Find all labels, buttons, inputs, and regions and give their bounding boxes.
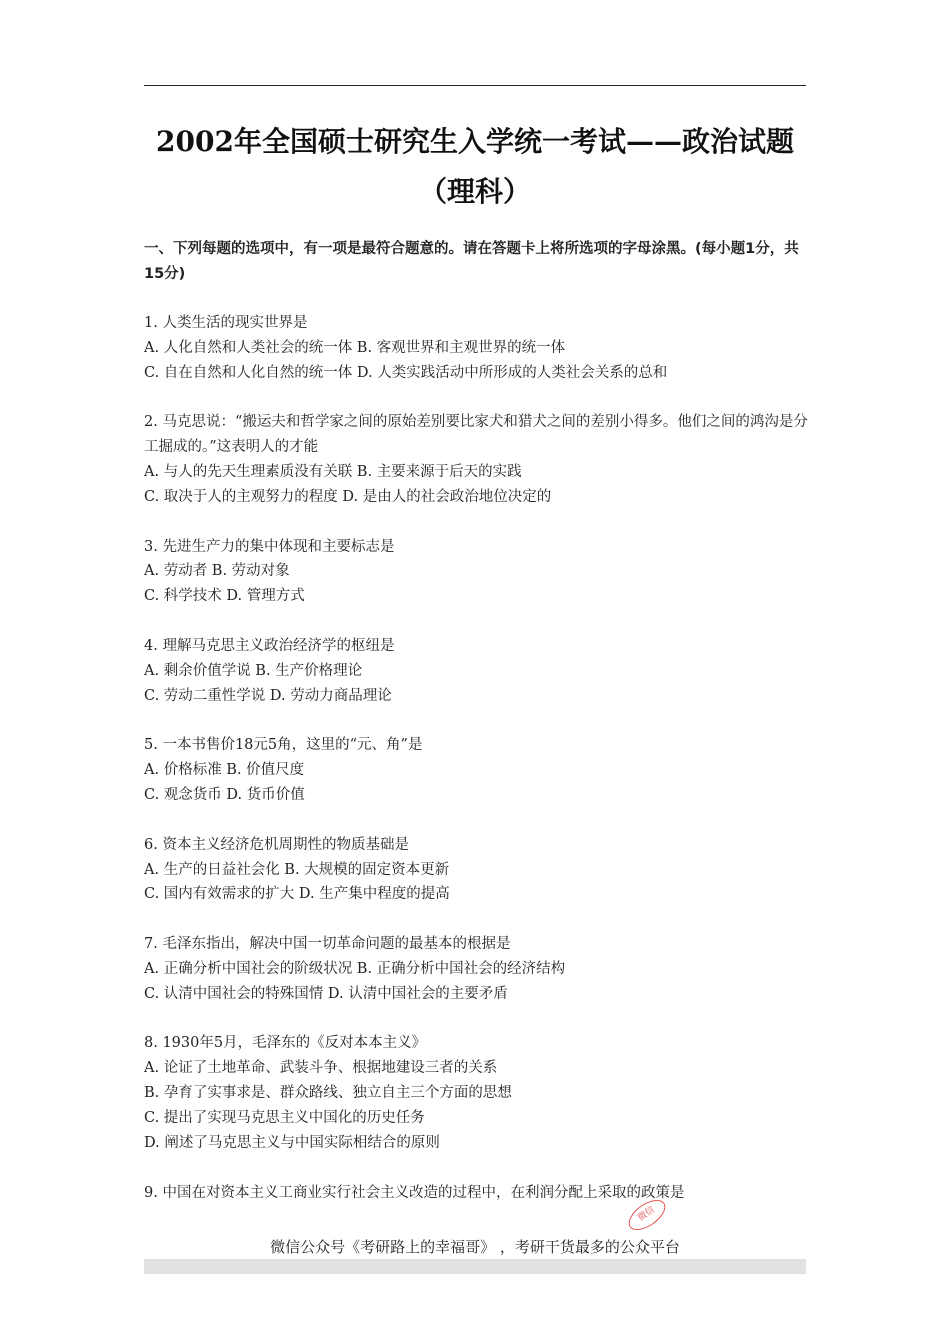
question-stem: 4. 理解马克思主义政治经济学的枢纽是 <box>144 637 395 654</box>
option-line: A. 剩余价值学说 B. 生产价格理论 <box>144 662 363 679</box>
question-6 <box>144 833 810 908</box>
top-rule <box>144 85 806 86</box>
question-9 <box>144 1181 810 1206</box>
option-line: C. 劳动二重性学说 D. 劳动力商品理论 <box>144 687 392 704</box>
question-3 <box>144 535 810 610</box>
option-line: C. 科学技术 D. 管理方式 <box>144 588 305 605</box>
page-subtitle: （理科） <box>418 175 531 208</box>
question-5 <box>144 733 810 808</box>
question-stem: 5. 一本书售价18元5角，这里的“元、角”是 <box>144 737 423 754</box>
page-title: 2002年全国硕士研究生入学统一考试——政治试题 <box>156 125 794 158</box>
option-line: A. 人化自然和人类社会的统一体 B. 客观世界和主观世界的统一体 <box>144 339 566 356</box>
question-stem: 2. 马克思说：“搬运夫和哲学家之间的原始差别要比家犬和猎犬之间的差别小得多。他们之间的鸿沟是分工掘成的。”这表明人的才能 <box>144 414 808 456</box>
option-line: C. 认清中国社会的特殊国情 D. 认清中国社会的主要矛盾 <box>144 985 508 1002</box>
option-line: C. 取决于人的主观努力的程度 D. 是由人的社会政治地位决定的 <box>144 488 552 505</box>
stamp-text: 微信 <box>636 1204 657 1224</box>
question-stem: 6. 资本主义经济危机周期性的物质基础是 <box>144 836 409 853</box>
question-8 <box>144 1031 810 1155</box>
question-stem: 1. 人类生活的现实世界是 <box>144 315 308 331</box>
option-line: D. 阐述了马克思主义与中国实际相结合的原则 <box>144 1134 440 1151</box>
option-line: A. 劳动者 B. 劳动对象 <box>144 563 290 580</box>
question-stem: 7. 毛泽东指出，解决中国一切革命问题的最基本的根据是 <box>144 936 511 953</box>
option-line: C. 观念货币 D. 货币价值 <box>144 787 305 804</box>
section-heading: 一、下列每题的选项中，有一项是最符合题意的。请在答题卡上将所选项的字母涂黑。(每小题1分，共15分) <box>144 241 799 282</box>
question-stem: 9. 中国在对资本主义工商业实行社会主义改造的过程中，在利润分配上采取的政策是 <box>144 1184 685 1201</box>
option-line: C. 国内有效需求的扩大 D. 生产集中程度的提高 <box>144 886 450 903</box>
option-line: C. 提出了实现马克思主义中国化的历史任务 <box>144 1110 425 1126</box>
question-4 <box>144 634 810 709</box>
question-stem: 3. 先进生产力的集中体现和主要标志是 <box>144 538 395 555</box>
question-stem: 8. 1930年5月，毛泽东的《反对本本主义》 <box>144 1035 427 1052</box>
footer-bar <box>144 1259 806 1274</box>
question-list <box>144 311 810 1230</box>
footer-text: 微信公众号《考研路上的幸福哥》 ，考研干货最多的公众平台 <box>270 1238 680 1256</box>
question-1 <box>144 311 810 386</box>
option-line: B. 孕育了实事求是、群众路线、独立自主三个方面的思想 <box>144 1085 512 1102</box>
question-7 <box>144 932 810 1007</box>
option-line: A. 正确分析中国社会的阶级状况 B. 正确分析中国社会的经济结构 <box>144 960 566 977</box>
option-line: A. 生产的日益社会化 B. 大规模的固定资本更新 <box>144 861 450 878</box>
option-line: A. 论证了土地革命、武装斗争、根据地建设三者的关系 <box>144 1060 498 1077</box>
option-line: C. 自在自然和人化自然的统一体 D. 人类实践活动中所形成的人类社会关系的总和 <box>144 364 668 381</box>
option-line: A. 价格标准 B. 价值尺度 <box>144 762 305 779</box>
option-line: A. 与人的先天生理素质没有关联 B. 主要来源于后天的实践 <box>144 464 522 481</box>
question-2 <box>144 410 810 509</box>
